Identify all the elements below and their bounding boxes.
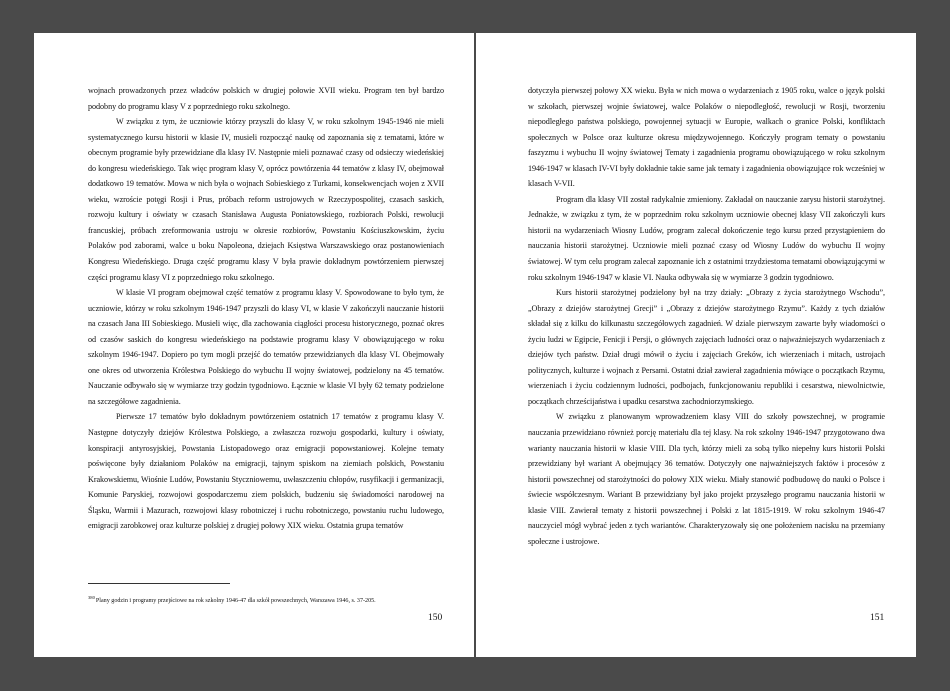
paragraph: Pierwsze 17 tematów było dokładnym powtórzeniem ostatnich 17 tematów z programu klasy V. Następne dotyczyły dziejów Królestwa Polskiego, a zwłaszcza rozwoju gospodarki, kultury i oświaty, konspiracji antyrosyjskiej, Powstania Listopadowego oraz emigracji popowstaniowej. Kolejne tematy poświęcone były działaniom Polaków na emigracji, tajnym spiskom na ziemiach polskich, Powstaniu Krakowskiemu, Wiośnie Ludów, Powstaniu Styczniowemu, uwłaszczeniu chłopów, rusyfikacji i germanizacji, Komunie Paryskiej, rozwojowi gospodarczemu ziem polskich, budzeniu się świadomości narodowej na Śląsku, Warmii i Mazurach, rozwojowi klasy robotniczej i ruchu robotniczego, powstaniu ruchu ludowego, emigracji zarobkowej oraz kulturze polskiej z drugiej połowy XIX wieku. Ostatnia grupa tematów xyxy=(88,412,444,531)
paragraph: dotyczyła pierwszej połowy XX wieku. Była w nich mowa o wydarzeniach z 1905 roku, walce o język polski w szkołach, pierwszej wojnie światowej, walce Polaków o niepodległość, rewolucji w Rosji, tworzeniu niepodległego państwa polskiego, powojennej sytuacji w Europie, walkach o granice Polski, konfliktach społecznych w Polsce oraz kulturze okresu międzywojennego. Kończyły program tematy o powstaniu faszyzmu i wybuchu II wojny światowej Tematy i zagadnienia programu obowiązującego w roku szkolnym 1946-1947 w klasach IV-VI były dokładnie takie same jak tematy i zagadnienia obowiązujące rok wcześniej w klasach V-VII. xyxy=(528,86,885,189)
paragraph: W związku z tym, że uczniowie którzy przyszli do klasy V, w roku szkolnym 1945-1946 nie mieli systematycznego kursu historii w klasie IV, musieli rozpocząć naukę od zapoznania się z tematami, które w obecnym programie były przewidziane dla klasy IV. Następnie mieli poznawać czasy od odsieczy wiedeńskiej do kongresu wiedeńskiego. Tak więc program klasy V, oprócz powtórzenia 44 tematów z klasy IV, obejmował dodatkowo 19 tematów. Mowa w nich była o wojnach Sobieskiego z Turkami, konsekwencjach wojen z XVII wieku, wzroście potęgi Rosji i Prus, próbach reform ustrojowych w Rzeczypospolitej, czasach saskich, rozwoju kultury i oświaty w czasach Stanisława Augusta Poniatowskiego, rozbiorach Polski, rewolucji francuskiej, próbach zreformowania ustroju w okresie rozbiorów, Powstaniu Kościuszkowskim, życiu Polaków pod zaborami, walce u boku Napoleona, dziejach Księstwa Warszawskiego oraz postanowieniach Kongresu Wiedeńskiego. Druga część programu klasy V była prawie dokładnym powtórzeniem pierwszej części programu klasy VI z poprzedniego roku szkolnego. xyxy=(88,117,444,282)
paragraph: W klasie VI program obejmował część tematów z programu klasy V. Spowodowane to było tym, że uczniowie, którzy w roku szkolnym 1946-1947 przyszli do klasy VI, w klasie V zakończyli nauczanie historii na czasach Jana III Sobieskiego. Musieli więc, dla zachowania ciągłości procesu historycznego, poznać okres od czasów saskich do kongresu wiedeńskiego na podstawie programu klasy V obowiązującego w roku szkolnym 1946-1947. Dopiero po tym mogli przejść do tematów przewidzianych dla klasy VI. Obejmowały one okres od utworzenia Królestwa Polskiego do wybuchu II wojny światowej, podzielony na 45 tematów. Nauczanie odbywało się w wymiarze trzy godzin tygodniowo. Łącznie w klasie VI były 62 tematy podzielone na szczegółowe zagadnienia. xyxy=(88,288,444,406)
right-page xyxy=(476,33,916,657)
footnote-text: Plany godzin i programy przejściowe na rok szkolny 1946-47 dla szkół powszechnych, Warszawa 1946, s. 37-205. xyxy=(95,598,376,604)
left-page xyxy=(34,33,474,657)
left-page-body xyxy=(88,83,444,534)
paragraph: Program dla klasy VII został radykalnie zmieniony. Zakładał on nauczanie zarysu historii starożytnej. Jednakże, w związku z tym, że w poprzednim roku szkolnym uczniowie obecnej klasy VII zakończyli kurs historii na wydarzeniach Wiosny Ludów, program zalecał dokończenie tego kursu przed przystąpieniem do nauczania historii starożytnej. Uczniowie mieli poznać czasy od Wiosny Ludów do wybuchu II wojny światowej. W tym celu program zalecał zapoznanie ich z ostatnimi trzydziestoma tematami obowiązującymi w roku szkolnym 1946-1947 w klasie VI. Nauka odbywała się w wymiarze 3 godzin tygodniowo. xyxy=(528,194,885,282)
right-page-body xyxy=(528,83,885,549)
page-number: 151 xyxy=(870,613,885,623)
paragraph: wojnach prowadzonych przez władców polskich w drugiej połowie XVII wieku. Program ten był bardzo podobny do programu klasy V z poprzedniego roku szkolnego. xyxy=(88,86,444,111)
page-number: 150 xyxy=(428,613,443,623)
paragraph: Kurs historii starożytnej podzielony był na trzy działy: „Obrazy z życia starożytnego Wschodu”, „Obrazy z dziejów starożytnej Grecji” i „Obrazy z dziejów starożytnego Rzymu”. Każdy z tych działów składał się z kilku do kilkunastu szczegółowych zagadnień. W dziale pierwszym zawarte były wiadomości o życiu ludzi w Egipcie, Fenicji i Persji, o głównych zajęciach ludności oraz o najważniejszych wydarzeniach z dziejów tych państw. Dział drugi mówił o życiu i zajęciach Greków, ich wierzeniach i mitach, ustrojach politycznych, kulturze i wojnach z Persami. Ostatni dział zawierał zagadnienia mówiące o początkach Rzymu, wierzeniach i życiu codziennym ludności, podbojach, funkcjonowaniu republiki i cesarstwa, niewolnictwie, początkach chrześcijaństwa i upadku cesarstwa zachodniorzymskiego. xyxy=(528,288,885,406)
footnote xyxy=(88,593,444,606)
footnote-divider xyxy=(88,583,230,584)
footnote-number: 380 xyxy=(88,595,95,600)
paragraph: W związku z planowanym wprowadzeniem klasy VIII do szkoły powszechnej, w programie nauczania przewidziano również porcję materiału dla tej klasy. Na rok szkolny 1946-1947 przygotowano dwa warianty nauczania historii w klasie VIII. Dla tych, którzy mieli za sobą tylko niepełny kurs historii Polski przewidziany był wariant A obejmujący 36 tematów. Dotyczyły one najważniejszych faktów i procesów z historii powszechnej od starożytności do połowy XIX wieku. Miały stanowić podbudowę do nauki o Polsce i świecie współczesnym. Wariant B przewidziany był jako projekt przyszłego programu nauczania historii w klasie VIII. Zawierał tematy z historii powszechnej i Polski z lat 1815-1919. W roku szkolnym 1946-47 nauczyciel mógł wybrać jeden z tych wariantów. Charakteryzowały się one położeniem nacisku na przemiany społeczne i ustrojowe. xyxy=(528,412,885,546)
